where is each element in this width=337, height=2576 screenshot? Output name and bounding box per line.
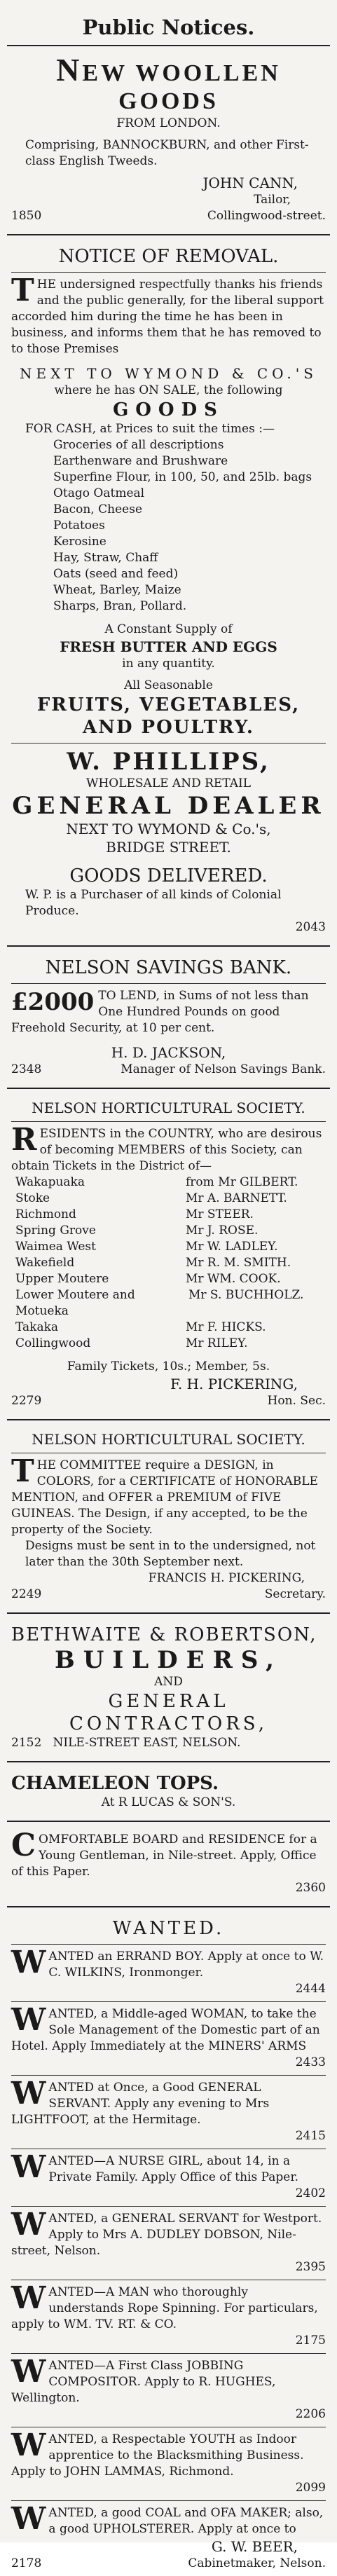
- savings-footer: [11, 1062, 326, 1078]
- list-item: Earthenware and Brushware: [53, 454, 228, 468]
- divider: [7, 1088, 330, 1089]
- wanted-text: ANTED, a Middle-aged WOMAN, to take the Sole Management of the Domestic part of an Hotel. Apply Immediately at the MINERS' ARMS: [11, 2007, 320, 2053]
- divider: [11, 1944, 326, 1945]
- dropcap: W: [11, 2427, 46, 2463]
- divider: [11, 2075, 326, 2076]
- builders-footer: [11, 1735, 326, 1751]
- ad-code: 2348: [11, 1062, 42, 1076]
- ad-savings-bank: [7, 952, 330, 1082]
- divider: [7, 1821, 330, 1822]
- divider: [11, 2500, 326, 2501]
- dropcap: N: [56, 52, 83, 88]
- ad-code: 2360: [295, 1881, 326, 1895]
- savings-amount: £2000: [11, 988, 95, 1016]
- builders-address: NILE-STREET EAST, NELSON.: [53, 1736, 241, 1750]
- divider: [11, 2001, 326, 2002]
- list-item: [15, 1336, 326, 1352]
- wanted-text: ANTED at Once, a Good GENERAL SERVANT. Apply any evening to Mrs LIGHTFOOT, at the Hermitage.: [11, 2081, 270, 2127]
- removal-seasonable: All Seasonable: [124, 678, 213, 692]
- divider: [11, 743, 326, 744]
- hort1-footer: [11, 1393, 326, 1409]
- agent-name: Mr S. BUCHHOLZ.: [188, 1288, 304, 1302]
- list-item: [15, 1239, 326, 1255]
- ad-wanted: [7, 1913, 330, 2576]
- ad-builders: [7, 1619, 330, 1755]
- wanted-text: ANTED, a GENERAL SERVANT for Westport. Apply to Mrs A. DUDLEY DOBSON, Nile-street, Nelson.: [11, 2212, 322, 2258]
- list-item: [15, 1191, 326, 1207]
- removal-wholesale: WHOLESALE AND RETAIL: [85, 776, 252, 790]
- wanted-text: ANTED, a good COAL and OFA MAKER; also, a good UPHOLSTERER. Apply at once to: [48, 2506, 324, 2536]
- divider: [7, 1906, 330, 1907]
- list-item: Potatoes: [53, 519, 105, 533]
- dropcap: W: [11, 2207, 46, 2242]
- removal-items: [11, 437, 326, 615]
- agent-name: Mr R. M. SMITH.: [186, 1256, 291, 1270]
- divider: [11, 2206, 326, 2207]
- hort1-body: [11, 1122, 326, 1174]
- builders-contractors: GENERAL CONTRACTORS,: [69, 1691, 268, 1734]
- board-body-text: OMFORTABLE BOARD and RESIDENCE for a Young Gentleman, in Nile-street. Apply, Office of this Paper.: [11, 1832, 317, 1879]
- dropcap: C: [11, 1828, 36, 1863]
- removal-supply: A Constant Supply of: [104, 622, 233, 636]
- savings-body: [11, 988, 326, 1036]
- hort1-body-text: ESIDENTS in the COUNTRY, who are desirous of becoming MEMBERS of this Society, can obtain Tickets in the District of—: [11, 1127, 322, 1173]
- list-item: [15, 1223, 326, 1239]
- dropcap: W: [11, 1945, 46, 1980]
- divider: [7, 234, 330, 235]
- dropcap: W: [11, 2501, 46, 2537]
- dropcap: R: [11, 1122, 37, 1158]
- hort2-designs: Designs must be sent in to the undersigned, not later than the 30th September next.: [25, 1539, 316, 1569]
- ad-code: 2178: [11, 2556, 42, 2570]
- agent-place: Waimea West: [15, 1240, 96, 1254]
- list-item: Oats (seed and feed): [53, 567, 179, 581]
- list-item: [15, 1320, 326, 1336]
- removal-qty: in any quantity.: [122, 657, 215, 671]
- wanted-final-role: Cabinetmaker, Nelson.: [188, 2556, 326, 2570]
- wanted-final-name: G. W. BEER,: [211, 2538, 298, 2555]
- divider: [11, 983, 326, 984]
- list-item: Superfine Flour, in 100, 50, and 25lb. bags: [53, 470, 312, 484]
- wanted-text: ANTED—A NURSE GIRL, about 14, in a Private Family. Apply Office of this Paper.: [48, 2154, 298, 2184]
- hort2-body: [11, 1453, 326, 1538]
- woollen-name: JOHN CANN,: [202, 174, 298, 191]
- wanted-ad: [11, 2076, 326, 2144]
- agent-place: Wakapuaka: [15, 1175, 85, 1189]
- divider: [7, 45, 330, 46]
- hort1-title: NELSON HORTICULTURAL SOCIETY.: [32, 1099, 305, 1116]
- agent-place: Collingwood: [15, 1336, 91, 1350]
- removal-goods: GOODS: [113, 399, 224, 420]
- removal-body: [11, 273, 326, 357]
- list-item: [15, 1271, 326, 1287]
- divider: [11, 1121, 326, 1122]
- ad-code: 2433: [295, 2055, 326, 2069]
- agent-name: Mr J. ROSE.: [186, 1224, 259, 1238]
- ad-horticultural-1: [7, 1095, 330, 1413]
- agent-place: Spring Grove: [15, 1224, 96, 1238]
- hort2-body-text: HE COMMITTEE require a DESIGN, in COLORS, for a CERTIFICATE of HONORABLE MENTION, and OFFER a PREMIUM of FIVE GUINEAS. The Design, if any accepted, to be the property of the Society.: [11, 1458, 318, 1537]
- savings-role: Manager of Nelson Savings Bank.: [121, 1062, 326, 1076]
- agent-name: Mr A. BARNETT.: [186, 1191, 287, 1205]
- board-body: [11, 1828, 326, 1880]
- agent-name: Mr RILEY.: [186, 1336, 248, 1350]
- dropcap: T: [11, 273, 34, 308]
- agent-name: Mr WM. COOK.: [186, 1272, 281, 1286]
- ad-code: 2415: [295, 2129, 326, 2143]
- chameleon-at: At R LUCAS & SON'S.: [101, 1795, 236, 1809]
- wanted-ad: [11, 2427, 326, 2496]
- ad-code: 2402: [295, 2186, 326, 2200]
- woollen-body: Comprising, BANNOCKBURN, and other First-class English Tweeds.: [25, 138, 309, 168]
- hort2-title: NELSON HORTICULTURAL SOCIETY.: [32, 1431, 305, 1448]
- list-item: Groceries of all descriptions: [53, 438, 224, 452]
- wanted-text: ANTED—A MAN who thoroughly understands Rope Spinning. For particulars, apply to WM. TV. RT. & CO.: [11, 2285, 318, 2331]
- divider: [7, 1419, 330, 1420]
- divider: [11, 272, 326, 273]
- woollen-from: FROM LONDON.: [116, 116, 221, 130]
- ad-code: 2099: [295, 2481, 326, 2495]
- woollen-footer: [11, 208, 326, 224]
- list-item: Kerosine: [53, 535, 106, 549]
- divider: [7, 945, 330, 947]
- ad-chameleon: [7, 1768, 330, 1815]
- list-item: Hay, Straw, Chaff: [53, 551, 158, 565]
- dropcap: T: [11, 1453, 34, 1489]
- removal-fruits: FRUITS, VEGETABLES, AND POULTRY.: [36, 694, 301, 738]
- removal-fresh: FRESH BUTTER AND EGGS: [60, 638, 277, 655]
- hort1-agents: [11, 1174, 326, 1352]
- removal-next2: NEXT TO WYMOND & Co.'s,: [66, 821, 271, 837]
- agent-place: Richmond: [15, 1207, 76, 1221]
- dropcap: W: [11, 2354, 46, 2390]
- wanted-text: ANTED—A First Class JOBBING COMPOSITOR. Apply to R. HUGHES, Wellington.: [11, 2359, 276, 2405]
- wanted-ad: [11, 2280, 326, 2349]
- dropcap: W: [11, 2076, 46, 2111]
- divider: [7, 1761, 330, 1762]
- wanted-ad: [11, 2501, 326, 2537]
- divider: [11, 2353, 326, 2354]
- wanted-title: WANTED.: [112, 1918, 225, 1939]
- removal-purchaser: W. P. is a Purchaser of all kinds of Colonial Produce.: [25, 888, 282, 918]
- agent-name: Mr STEER.: [186, 1207, 254, 1221]
- divider: [7, 1612, 330, 1614]
- wanted-final-footer: [11, 2556, 326, 2572]
- wanted-text: ANTED an ERRAND BOY. Apply at once to W. C. WILKINS, Ironmonger.: [48, 1950, 324, 1980]
- dropcap: W: [11, 2002, 46, 2038]
- removal-dealer: GENERAL DEALER: [12, 792, 325, 820]
- hort1-role: Hon. Sec.: [267, 1394, 326, 1408]
- wanted-ad: [11, 2002, 326, 2071]
- ad-code: 2249: [11, 1587, 42, 1601]
- ad-code: 2175: [295, 2334, 326, 2348]
- hort1-family: Family Tickets, 10s.; Member, 5s.: [67, 1359, 270, 1373]
- agent-place: Wakefield: [15, 1256, 75, 1270]
- agent-name: from Mr GILBERT.: [186, 1175, 298, 1189]
- builders-and: AND: [154, 1675, 183, 1689]
- list-item: [15, 1207, 326, 1223]
- list-item: Bacon, Cheese: [53, 502, 143, 516]
- ad-code: 2043: [295, 920, 326, 934]
- removal-delivered: GOODS DELIVERED.: [69, 865, 268, 886]
- ad-code: 2444: [295, 1982, 326, 1996]
- dropcap: W: [11, 2280, 46, 2316]
- list-item: Otago Oatmeal: [53, 486, 145, 500]
- hort2-role: Secretary.: [264, 1587, 326, 1601]
- ad-board: [7, 1828, 330, 1900]
- list-item: [15, 1287, 326, 1320]
- agent-place: Lower Moutere and Motueka: [15, 1288, 135, 1318]
- hort1-name: F. H. PICKERING,: [170, 1376, 298, 1392]
- removal-name: W. PHILLIPS,: [67, 748, 270, 776]
- page-title: Public Notices.: [82, 15, 255, 39]
- ad-code: 1850: [11, 209, 42, 223]
- builders-title: BETHWAITE & ROBERTSON,: [11, 1624, 317, 1645]
- headline-text: EW WOOLLEN GOODS: [82, 60, 281, 114]
- wanted-text: ANTED, a Respectable YOUTH as Indoor apprentice to the Blacksmithing Business. Apply to JOHN LAMMAS, Richmond.: [11, 2432, 304, 2479]
- ad-code: 2279: [11, 1394, 42, 1408]
- removal-next-to: NEXT TO WYMOND & CO.'S: [20, 365, 317, 382]
- wanted-ad: [11, 2207, 326, 2275]
- ad-removal: [7, 241, 330, 940]
- savings-body-text: TO LEND, in Sums of not less than One Hundred Pounds on good Freehold Security, at 10 per cent.: [11, 989, 309, 1035]
- ad-code: 2152: [11, 1736, 42, 1750]
- chameleon-title: CHAMELEON TOPS.: [11, 1773, 219, 1794]
- woollen-headline: [11, 52, 326, 116]
- agent-name: Mr W. LADLEY.: [186, 1240, 278, 1254]
- ad-address: Collingwood-street.: [207, 209, 326, 223]
- hort2-footer: [11, 1587, 326, 1603]
- agent-place: Upper Moutere: [15, 1272, 109, 1286]
- list-item: Wheat, Barley, Maize: [53, 583, 181, 597]
- wanted-ad: [11, 1945, 326, 1997]
- removal-body-text: HE undersigned respectfully thanks his friends and the public generally, for the liberal support accorded him during the time he has been in business, and informs them that he has removed to to those Premises: [11, 278, 324, 356]
- savings-title: NELSON SAVINGS BANK.: [45, 957, 292, 978]
- woollen-role: Tailor,: [254, 193, 291, 207]
- list-item: [15, 1174, 326, 1191]
- ad-horticultural-2: [7, 1426, 330, 1607]
- savings-name: H. D. JACKSON,: [111, 1044, 226, 1061]
- wanted-ad: [11, 2354, 326, 2423]
- agent-place: Takaka: [15, 1320, 59, 1334]
- wanted-ad: [11, 2149, 326, 2202]
- ad-woollen: [7, 52, 330, 228]
- list-item: [15, 1255, 326, 1271]
- list-item: Sharps, Bran, Pollard.: [53, 599, 187, 613]
- removal-title: NOTICE OF REMOVAL.: [58, 246, 279, 267]
- column: [7, 0, 330, 2576]
- dropcap: W: [11, 2149, 46, 2185]
- removal-where: where he has ON SALE, the following: [54, 383, 283, 397]
- agent-place: Stoke: [15, 1191, 50, 1205]
- removal-street: BRIDGE STREET.: [106, 839, 231, 856]
- removal-cash: FOR CASH, at Prices to suit the times :—: [25, 422, 275, 436]
- ad-code: 2206: [295, 2407, 326, 2421]
- builders-builders: BUILDERS,: [54, 1646, 283, 1674]
- ad-code: 2395: [295, 2260, 326, 2274]
- agent-name: Mr F. HICKS.: [186, 1320, 266, 1334]
- hort2-name: FRANCIS H. PICKERING,: [148, 1571, 305, 1585]
